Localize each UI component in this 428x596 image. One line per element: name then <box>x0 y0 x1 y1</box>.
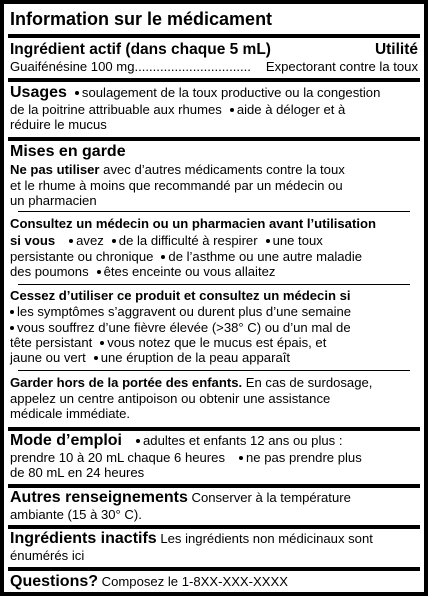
stop-use-text: vous souffrez d’une fièvre élevée (>38° C) ou d’un mal de <box>17 320 351 335</box>
keep-out-line-2 <box>10 391 418 406</box>
directions-heading: Mode d’emploi <box>10 432 122 449</box>
ask-doctor-text: des poumons <box>10 264 89 279</box>
stop-use-line-4 <box>10 350 418 365</box>
keep-out-line-1 <box>10 375 418 390</box>
keep-out-text: En cas de surdosage, <box>245 375 373 390</box>
other-info-line-2 <box>10 507 418 522</box>
bullet-icon <box>10 326 14 330</box>
ask-doctor-line-2 <box>10 233 418 248</box>
ingredient-name: Guaifénésine 100 mg <box>10 59 135 74</box>
uses-text: aide à déloger et à <box>236 102 346 117</box>
questions-heading: Questions? <box>10 573 99 590</box>
other-info-heading: Autres renseignements <box>10 489 188 506</box>
bullet-icon <box>161 255 165 259</box>
warnings-heading: Mises en garde <box>10 143 126 160</box>
do-not-use-line-2 <box>10 178 418 193</box>
inactive-text: Les ingrédients non médicinaux sont <box>160 531 373 546</box>
directions-text: ne pas prendre plus <box>246 450 362 465</box>
ask-doctor-section <box>10 216 418 282</box>
bullet-icon <box>94 356 98 360</box>
ask-doctor-text: avez <box>76 233 104 248</box>
divider <box>18 284 410 285</box>
other-info-line-1 <box>10 490 418 505</box>
bullet-icon <box>239 456 243 460</box>
active-heading: Ingrédient actif (dans chaque 5 mL) <box>10 41 271 58</box>
other-info-text: Conserver à la température <box>191 490 351 505</box>
questions-section <box>10 573 418 593</box>
keep-out-heading: Garder hors de la portée des enfants. <box>10 375 243 390</box>
stop-use-text: tête persistant <box>10 335 93 350</box>
uses-heading: Usages <box>10 84 67 101</box>
stop-use-text: jaune ou vert <box>10 350 86 365</box>
inactive-line-1 <box>10 531 418 546</box>
do-not-use-text: avec d’autres médicaments contre la toux <box>103 162 345 177</box>
ingredient-purpose: Expectorant contre la toux <box>265 59 418 74</box>
uses-text: de la poitrine attribuable aux rhumes <box>10 102 222 117</box>
stop-use-text: une éruption de la peau apparaît <box>100 350 291 365</box>
ask-doctor-text: de l’asthme ou une autre maladie <box>168 249 363 264</box>
directions-line-2 <box>10 450 418 465</box>
do-not-use-section <box>10 142 418 208</box>
leader-dots: ................................ <box>134 59 251 74</box>
divider <box>8 78 420 82</box>
bullet-icon <box>136 439 140 443</box>
divider <box>8 34 420 38</box>
questions-phone: Composez le 1-8XX-XXX-XXXX <box>101 574 288 589</box>
stop-use-line-2 <box>10 320 418 335</box>
stop-use-text: vous notez que le mucus est épais, et <box>107 335 327 350</box>
divider <box>8 525 420 529</box>
ask-doctor-text: une toux <box>272 233 323 248</box>
inactive-ingredients-section <box>10 530 418 564</box>
ask-doctor-heading <box>10 216 418 231</box>
bullet-icon <box>266 239 270 243</box>
other-information-section <box>10 489 418 523</box>
divider <box>8 427 420 431</box>
inactive-heading: Ingrédients inactifs <box>10 530 157 547</box>
questions-line <box>10 574 418 589</box>
stop-use-section <box>10 288 418 370</box>
do-not-use-line-1 <box>10 162 418 177</box>
do-not-use-line-3 <box>10 193 418 208</box>
ask-doctor-text: de la difficulté à respirer <box>118 233 258 248</box>
do-not-use-text: et le rhume à moins que recommandé par un médecin ou <box>10 178 343 193</box>
uses-line-1 <box>10 85 418 100</box>
divider <box>8 137 420 141</box>
bullet-icon <box>100 341 104 345</box>
inactive-line-2 <box>10 548 418 563</box>
uses-line-3 <box>10 117 418 132</box>
stop-use-line-1 <box>10 304 418 319</box>
keep-out-text: appelez un centre antipoison ou obtenir une assistance <box>10 391 331 406</box>
divider <box>18 211 410 212</box>
bullet-icon <box>75 91 79 95</box>
divider <box>8 567 420 571</box>
keep-out-text: médicale immédiate. <box>10 406 131 421</box>
stop-use-heading-text: Cessez d’utiliser ce produit et consultez un médecin si <box>10 288 351 303</box>
divider <box>8 484 420 488</box>
directions-text: adultes et enfants 12 ans ou plus : <box>143 433 343 448</box>
directions-text: de 80 mL en 24 heures <box>10 465 145 480</box>
keep-out-line-3 <box>10 406 418 421</box>
ask-doctor-line-3 <box>10 249 418 264</box>
uses-text: soulagement de la toux productive ou la congestion <box>81 85 381 100</box>
directions-section <box>10 432 418 484</box>
uses-section <box>10 84 418 136</box>
uses-line-2 <box>10 102 418 117</box>
uses-text: réduire le mucus <box>10 117 107 132</box>
ask-doctor-line-4 <box>10 264 418 279</box>
do-not-use-text: un pharmacien <box>10 193 97 208</box>
active-ingredient-line <box>10 59 418 74</box>
bullet-icon <box>230 108 234 112</box>
ask-doctor-text: êtes enceinte ou vous allaitez <box>103 264 276 279</box>
bullet-icon <box>10 310 14 314</box>
bullet-icon <box>112 239 116 243</box>
do-not-use-heading: Ne pas utiliser <box>10 162 100 177</box>
keep-out-of-reach-section <box>10 375 418 425</box>
directions-line-1 <box>10 433 418 448</box>
active-ingredient-section <box>10 40 418 76</box>
label-title: Information sur le médicament <box>10 9 273 29</box>
inactive-text: énumérés ici <box>10 548 85 563</box>
stop-use-text: les symptômes s’aggravent ou durent plus d’une semaine <box>17 304 352 319</box>
divider <box>18 370 410 371</box>
title-section <box>10 7 418 31</box>
ask-doctor-text: persistante ou chronique <box>10 249 154 264</box>
bullet-icon <box>97 270 101 274</box>
directions-text: prendre 10 à 20 mL chaque 6 heures <box>10 450 225 465</box>
bullet-icon <box>69 239 73 243</box>
ask-doctor-heading-text: si vous <box>10 233 56 248</box>
directions-line-3 <box>10 465 418 480</box>
stop-use-line-3 <box>10 335 418 350</box>
ask-doctor-heading-text: Consultez un médecin ou un pharmacien avant l’utilisation <box>10 216 376 231</box>
purpose-heading: Utilité <box>374 41 418 58</box>
stop-use-heading <box>10 288 418 303</box>
other-info-text: ambiante (15 à 30° C). <box>10 507 142 522</box>
